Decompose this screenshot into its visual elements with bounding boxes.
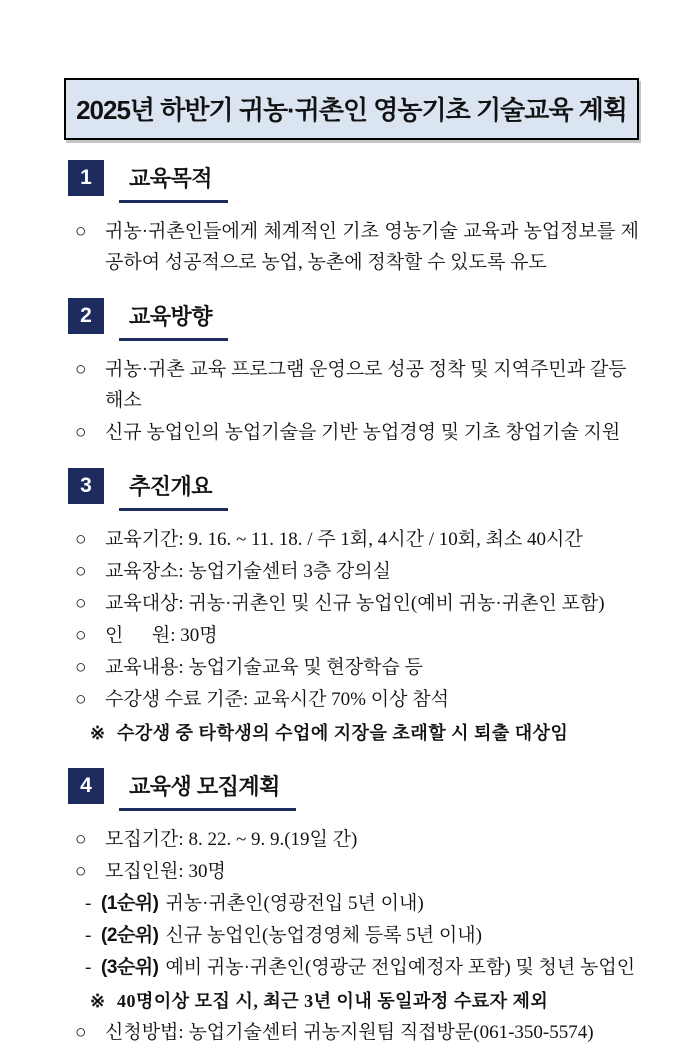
- note-text: 수강생 중 타학생의 수업에 지장을 초래할 시 퇴출 대상임: [117, 723, 569, 743]
- note-item: [64, 718, 639, 748]
- sub-list-item-text: [101, 888, 639, 919]
- document-title-text: 2025년 하반기 귀농·귀촌인 영농기초 기술교육 계획: [76, 95, 627, 125]
- list-item: [64, 684, 639, 715]
- list-item: [64, 354, 639, 416]
- list-item: [64, 417, 639, 448]
- list-item: [64, 620, 639, 651]
- circle-bullet-icon: ○: [75, 625, 87, 646]
- list-item-text: 신규 농업인의 농업기술을 기반 농업경영 및 기초 창업기술 지원: [105, 422, 621, 443]
- section-heading: 추진개요: [119, 468, 228, 511]
- list-item: [64, 652, 639, 683]
- list-item-text: 교육내용: 농업기술교육 및 현장학습 등: [105, 657, 423, 678]
- list-item-text: 교육기간: 9. 16. ~ 11. 18. / 주 1회, 4시간 / 10회, 최소 40시간: [105, 529, 583, 550]
- section-number-badge: 4: [68, 768, 104, 804]
- list-item-text: 모집인원: 30명: [105, 861, 226, 882]
- circle-bullet-icon: ○: [75, 657, 87, 678]
- circle-bullet-icon: ○: [75, 359, 87, 380]
- section-number-badge: 2: [68, 298, 104, 334]
- circle-bullet-icon: ○: [75, 529, 87, 550]
- list-item: [64, 824, 639, 855]
- section-heading: 교육생 모집계획: [119, 768, 296, 811]
- list-item-text: 교육대상: 귀농·귀촌인 및 신규 농업인(예비 귀농·귀촌인 포함): [105, 593, 605, 614]
- list-item-text: 모집기간: 8. 22. ~ 9. 9.(19일 간): [105, 829, 358, 850]
- list-item: [64, 856, 639, 887]
- sub-list-item-text: [101, 920, 639, 951]
- sub-list-item-body: 귀농·귀촌인(영광전입 5년 이내): [165, 893, 424, 914]
- list-item-text: 수강생 수료 기준: 교육시간 70% 이상 참석: [105, 689, 449, 710]
- dash-bullet-icon: -: [85, 925, 92, 946]
- circle-bullet-icon: ○: [75, 861, 87, 882]
- list-item-text: 신청방법: 농업기술센터 귀농지원팀 직접방문(061-350-5574): [105, 1022, 594, 1043]
- note-item: [64, 986, 639, 1016]
- priority-label: (1순위): [101, 893, 159, 914]
- section-heading: 교육방향: [119, 298, 228, 341]
- priority-label: (2순위): [101, 925, 159, 946]
- sub-list-item-body: 예비 귀농·귀촌인(영광군 전입예정자 포함) 및 청년 농업인: [165, 957, 636, 978]
- section-header-recruitment-plan: [64, 768, 639, 811]
- list-item: [64, 1017, 639, 1048]
- sub-list-item: [64, 920, 639, 951]
- priority-label: (3순위): [101, 957, 159, 978]
- list-item-text: 인 원: 30명: [105, 625, 218, 646]
- section-heading: 교육목적: [119, 160, 228, 203]
- circle-bullet-icon: ○: [75, 829, 87, 850]
- dash-bullet-icon: -: [85, 957, 92, 978]
- sub-list-item-body: 신규 농업인(농업경영체 등록 5년 이내): [165, 925, 482, 946]
- section-number-badge: 3: [68, 468, 104, 504]
- list-item: [64, 216, 639, 278]
- list-item: [64, 524, 639, 555]
- sub-list-item-text: [101, 952, 639, 983]
- section-header-education-purpose: [64, 160, 639, 203]
- reference-mark-icon: ※: [90, 723, 106, 743]
- circle-bullet-icon: ○: [75, 593, 87, 614]
- circle-bullet-icon: ○: [75, 1022, 87, 1043]
- sub-list-item: [64, 952, 639, 983]
- note-text: 40명이상 모집 시, 최근 3년 이내 동일과정 수료자 제외: [117, 991, 549, 1011]
- circle-bullet-icon: ○: [75, 689, 87, 710]
- dash-bullet-icon: -: [85, 893, 92, 914]
- reference-mark-icon: ※: [90, 991, 106, 1011]
- list-item: [64, 556, 639, 587]
- section-number-badge: 1: [68, 160, 104, 196]
- sub-list-item: [64, 888, 639, 919]
- circle-bullet-icon: ○: [75, 221, 87, 242]
- document-title: [64, 78, 639, 140]
- circle-bullet-icon: ○: [75, 422, 87, 443]
- list-item: [64, 588, 639, 619]
- list-item-text: 귀농·귀촌 교육 프로그램 운영으로 성공 정착 및 지역주민과 갈등 해소: [105, 359, 627, 411]
- list-item-text: 귀농·귀촌인들에게 체계적인 기초 영농기술 교육과 농업정보를 제공하여 성공적으로 농업, 농촌에 정착할 수 있도록 유도: [105, 221, 639, 273]
- section-header-education-direction: [64, 298, 639, 341]
- list-item-text: 교육장소: 농업기술센터 3층 강의실: [105, 561, 391, 582]
- circle-bullet-icon: ○: [75, 561, 87, 582]
- section-header-overview: [64, 468, 639, 511]
